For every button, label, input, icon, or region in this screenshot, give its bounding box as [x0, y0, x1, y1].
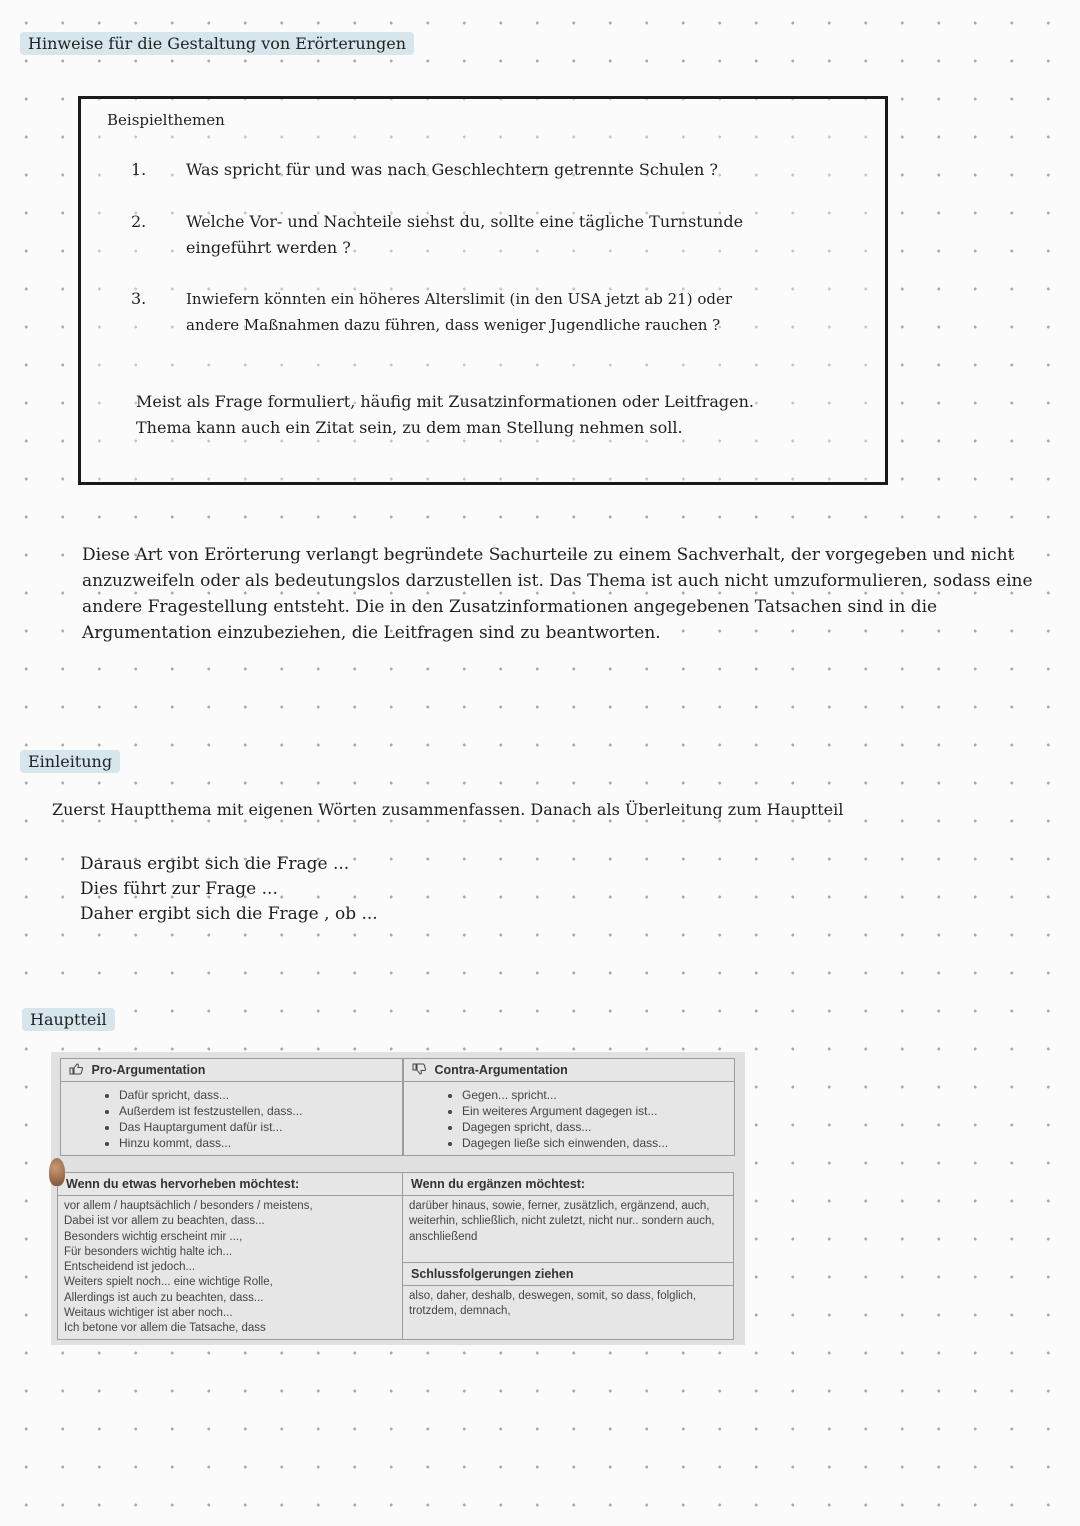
pro-header [61, 1059, 402, 1082]
intro-text: Zuerst Hauptthema mit eigenen Wörten zusammenfassen. Danach als Überleitung zum Hauptteil [52, 800, 844, 819]
pro-title: Pro-Argumentation [91, 1063, 206, 1077]
conclusion-title: Schlussfolgerungen ziehen [403, 1263, 733, 1286]
phrase-line: Für besonders wichtig halte ich... [64, 1245, 233, 1258]
topic-text: Inwiefern könnten ein höheres Alterslimit (in den USA jetzt ab 21) oder andere Maßnahmen dazu führen, dass weniger Jugendliche rauchen ? [186, 290, 733, 334]
list-item: • Dagegen ließe sich einwenden, dass... [462, 1135, 734, 1151]
topic-number: 1. [131, 160, 147, 179]
list-item: • Dafür spricht, dass... [119, 1087, 402, 1103]
highlight-phrases-cell [57, 1172, 403, 1340]
explanation-paragraph: Diese Art von Erörterung verlangt begründete Sachurteile zu einem Sachverhalt, der vorgegeben und nicht anzuzweifeln oder als bedeutungslos darzustellen ist. Das Thema ist auch nicht umzuformulieren, sodass eine andere Fragestellung entsteht. Die in den Zusatzinformationen angegebenen Tatsachen sind in die Argumentation einzubeziehen, die Leitfragen sind zu beantworten. [82, 545, 1033, 643]
phrase-line: Entscheidend ist jedoch... [64, 1261, 196, 1274]
box-title: Beispielthemen [107, 111, 225, 129]
topic-number: 2. [131, 212, 147, 231]
pro-list [61, 1087, 402, 1151]
phrase-line: Weitaus wichtiger ist aber noch... [64, 1307, 233, 1320]
example-topics-box [78, 96, 888, 485]
thumbs-up-icon [69, 1063, 83, 1075]
contra-title: Contra-Argumentation [434, 1063, 568, 1077]
phrase-line: Allerdings ist auch zu beachten, dass... [64, 1291, 264, 1304]
intro-phrase: Daher ergibt sich die Frage , ob ... [80, 904, 378, 924]
list-item: • Außerdem ist festzustellen, dass... [119, 1103, 402, 1119]
phrase-line: Ich betone vor allem die Tatsache, dass [64, 1322, 266, 1335]
box-note: Meist als Frage formuliert, häufig mit Zusatzinformationen oder Leitfragen. Thema kann auch ein Zitat sein, zu dem man Stellung nehmen soll. [136, 392, 754, 437]
topic-text: Was spricht für und was nach Geschlechtern getrennte Schulen ? [186, 160, 718, 179]
topic-number: 3. [131, 289, 147, 308]
contra-header [404, 1059, 734, 1082]
phrase-line: Weiters spielt noch... eine wichtige Rolle, [64, 1276, 273, 1289]
addition-text: darüber hinaus, sowie, ferner, zusätzlich, ergänzend, auch, weiterhin, schließlich, nicht zuletzt, nicht nur.. sondern auch, anschließend [409, 1200, 715, 1243]
conclusion-text: also, daher, deshalb, deswegen, somit, so dass, folglich, trotzdem, demnach, [409, 1290, 697, 1318]
main-heading: Hauptteil [22, 1008, 115, 1031]
list-item: • Dagegen spricht, dass... [462, 1119, 734, 1135]
list-item: • Hinzu kommt, dass... [119, 1135, 402, 1151]
intro-phrases [80, 852, 378, 927]
intro-heading: Einleitung [20, 750, 120, 773]
addition-title: Wenn du ergänzen möchtest: [403, 1173, 733, 1196]
topic-text: Welche Vor- und Nachteile siehst du, sollte eine tägliche Turnstunde eingeführt werden ? [186, 212, 744, 257]
page-title: Hinweise für die Gestaltung von Erörterungen [20, 32, 414, 55]
intro-phrase: Daraus ergibt sich die Frage ... [80, 854, 350, 874]
conclusion-phrases-cell [402, 1262, 734, 1340]
contra-argumentation-cell [403, 1058, 735, 1156]
pin-icon [49, 1158, 65, 1186]
phrase-line: Besonders wichtig erscheint mir ..., [64, 1230, 243, 1243]
phrase-line: vor allem / hauptsächlich / besonders / meistens, [64, 1200, 313, 1212]
list-item: • Ein weiteres Argument dagegen ist... [462, 1103, 734, 1119]
pro-argumentation-cell [60, 1058, 403, 1156]
thumbs-down-icon [412, 1063, 426, 1075]
intro-phrase: Dies führt zur Frage ... [80, 879, 278, 899]
list-item: • Gegen... spricht... [462, 1087, 734, 1103]
phrase-tables [51, 1052, 745, 1345]
phrase-line: Dabei ist vor allem zu beachten, dass... [64, 1215, 265, 1228]
contra-list [404, 1087, 734, 1151]
highlight-lines [58, 1196, 402, 1340]
addition-phrases-cell [402, 1172, 734, 1264]
list-item: • Das Hauptargument dafür ist... [119, 1119, 402, 1135]
highlight-title: Wenn du etwas hervorheben möchtest: [58, 1173, 402, 1196]
